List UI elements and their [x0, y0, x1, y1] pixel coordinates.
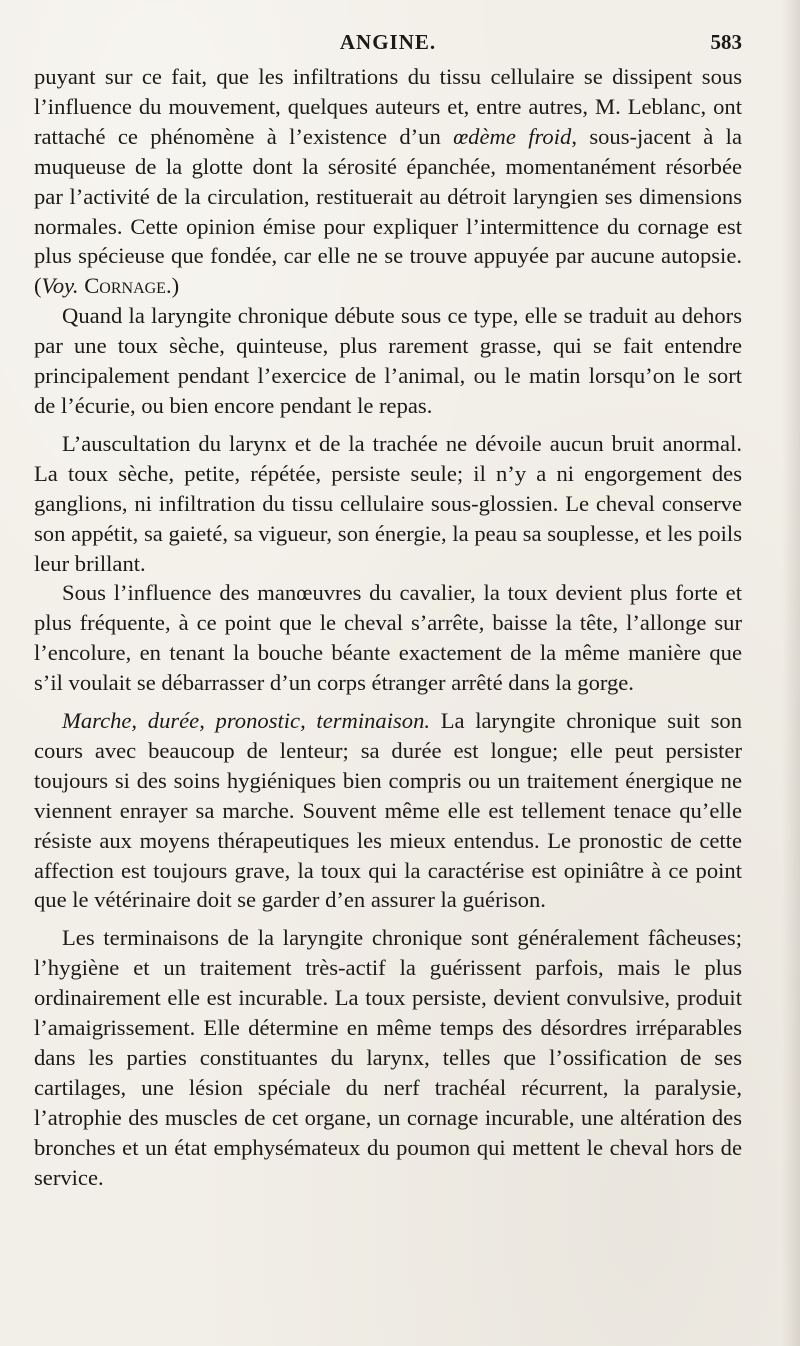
page-header	[34, 22, 742, 62]
page-number: 583	[710, 30, 742, 54]
page-edge-shadow	[782, 0, 800, 1346]
paragraph-4: Sous l’influence des manœuvres du cavalier, la toux devient plus forte et plus fréquente, à ce point que le cheval s’arrête, baisse la tête, l’allonge sur l’encolure, en tenant la bouche béante exactement de la même manière que s’il voulait se débarrasser d’un corps étranger arrêté dans la gorge.	[34, 580, 742, 696]
paragraph-5-text: La laryngite chronique suit son cours avec beaucoup de lenteur; sa durée est longue; elle peut persister toujours si des soins hygiéniques bien compris ou un traitement énergique ne viennent enrayer sa marche. Souvent même elle est tellement tenace qu’elle résiste aux moyens thérapeutiques les mieux entendus. Le pronostic de cette affection est toujours grave, la toux qui la caractérise est opiniâtre à ce point que le vétérinaire doit se garder d’en assurer la guérison.	[34, 708, 742, 913]
section-heading-italic: Marche, durée, pronostic, terminaison.	[62, 708, 431, 734]
paragraph-1-text: puyant sur ce fait, que les infiltrations du tissu cellulaire se dissipent sous l’influence du mouvement, quelques auteurs et, entre autres, M. Leblanc, ont rattaché ce phénomène à l’existence d’un	[34, 64, 742, 149]
paragraph-5	[34, 706, 742, 915]
paragraph-1-cornage: Cornage	[84, 273, 166, 299]
paragraph-1	[34, 62, 742, 301]
paragraph-2: Quand la laryngite chronique débute sous ce type, elle se traduit au dehors par une toux sèche, quinteuse, plus rarement grasse, qui se fait entendre principalement pendant l’exercice de l’animal, ou le matin lorsqu’on le sort de l’écurie, ou bien encore pendant le repas.	[34, 303, 742, 418]
paragraph-3: L’auscultation du larynx et de la trachée ne dévoile aucun bruit anormal. La toux sèche, petite, répétée, persiste seule; il n’y a ni engorgement des ganglions, ni infiltration du tissu cellulaire sous-glossien. Le cheval conserve son appétit, sa gaieté, sa vigueur, son énergie, la peau sa souplesse, et les poils leur brillant.	[34, 430, 742, 576]
running-title: ANGINE.	[339, 30, 437, 54]
paragraph-6: Les terminaisons de la laryngite chronique sont généralement fâcheuses; l’hygiène et un traitement très-actif la guérissent parfois, mais le plus ordinairement elle est incurable. La toux persiste, devient convulsive, produit l’amaigrissement. Elle détermine en même temps des désordres irréparables dans les parties constituantes du larynx, telles que l’ossification de ses cartilages, une lésion spéciale du nerf trachéal récurrent, la paralysie, l’atrophie des muscles de cet organe, un cornage incurable, une altération des bronches et un état emphysémateux du poumon qui mettent le cheval hors de service.	[34, 925, 742, 1190]
paragraph-1-italic: œdème froid	[453, 123, 572, 149]
paragraph-1-end: .)	[165, 273, 180, 299]
body-text	[34, 62, 742, 1193]
paragraph-1-voy: Voy.	[41, 273, 79, 299]
paragraph-1-continuation: , sous-jacent à la muqueuse de la glotte dont la sérosité épanchée, momentanément résorbée par l’activité de la circulation, restituerait au détroit laryngien ses dimensions normales. Cette opinion émise pour expliquer l’intermittence du cornage est plus spécieuse que fondée, car elle ne se trouve appuyée par aucune autopsie. (	[34, 123, 742, 299]
